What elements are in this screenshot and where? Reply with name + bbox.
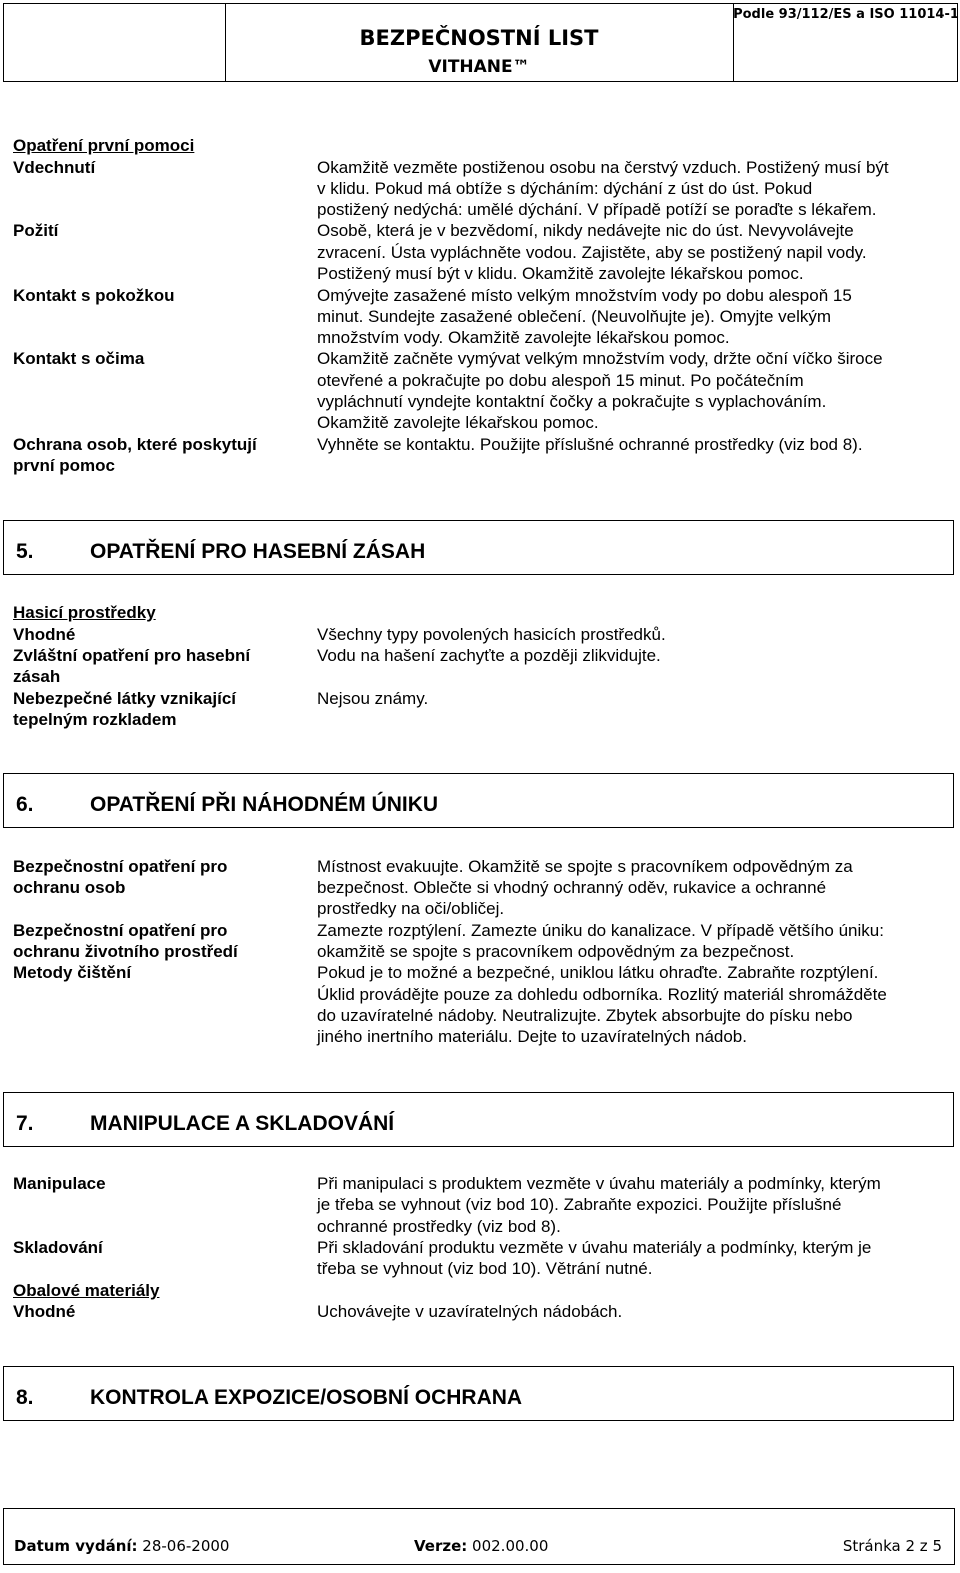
product-name: VITHANE™ [428, 57, 530, 77]
version-label: Verze: [414, 1537, 468, 1555]
extinguishing-media-heading: Hasicí prostředky [13, 603, 156, 622]
section-8-header [3, 1366, 954, 1421]
eye-contact-text-line: vypláchnutí vyndejte kontaktní čočky a pokračujte s vyplachováním. [317, 392, 827, 411]
page-label: Stránka [842, 1537, 901, 1555]
section-title [16, 540, 425, 564]
ingestion-text-line: Osobě, která je v bezvědomí, nikdy nedávejte nic do úst. Nevyvolávejte [317, 221, 854, 240]
ingestion-text-line: zvracení. Ústa vypláchněte vodou. Zajistěte, aby se postižený napil vody. [317, 243, 867, 262]
cleanup-methods-text-line: do uzavíratelné nádoby. Neutralizujte. Zbytek absorbujte do písku nebo [317, 1006, 853, 1025]
section-7-header [3, 1092, 954, 1147]
document-header [3, 3, 958, 82]
section-number: 8. [16, 1386, 34, 1409]
standard-reference: Podle 93/112/ES a ISO 11014-1 [733, 7, 959, 22]
storage-text-line: Při skladování produktu vezměte v úvahu materiály a podmínky, kterým je [317, 1238, 872, 1257]
section-number: 6. [16, 793, 34, 816]
version-value: 002.00.00 [472, 1537, 549, 1555]
issue-date [14, 1537, 229, 1555]
issue-date-label: Datum vydání: [14, 1537, 138, 1555]
packaging-materials-heading: Obalové materiály [13, 1281, 160, 1300]
page-number [843, 1537, 942, 1555]
handling-text-line: Při manipulaci s produktem vezměte v úvahu materiály a podmínky, kterým [317, 1174, 881, 1193]
environmental-precautions-text-line: Zamezte rozptýlení. Zamezte úniku do kanalizace. V případě většího úniku: [317, 921, 884, 940]
section-title [16, 793, 438, 817]
handling-label: Manipulace [13, 1174, 106, 1193]
cleanup-methods-text-line: Pokud je to možné a bezpečné, uniklou látku ohraďte. Zabraňte rozptýlení. [317, 963, 879, 982]
personal-precautions-text-line: bezpečnost. Oblečte si vhodný ochranný oděv, rukavice a ochranné [317, 878, 827, 897]
skin-contact-text-line: Omývejte zasažené místo velkým množstvím vody po dobu alespoň 15 [317, 286, 852, 305]
hazardous-products-text: Nejsou známy. [317, 689, 429, 708]
section-title-text: OPATŘENÍ PŘI NÁHODNÉM ÚNIKU [90, 793, 439, 816]
special-measures-label: Zvláštní opatření pro hasební [13, 646, 251, 665]
special-measures-text: Vodu na hašení zachyťte a později zlikvidujte. [317, 646, 661, 665]
storage-label: Skladování [13, 1238, 103, 1257]
first-aider-protection-label: první pomoc [13, 456, 116, 475]
ingestion-text-line: Postižený musí být v klidu. Okamžitě zavolejte lékařskou pomoc. [317, 264, 804, 283]
section-title [16, 1386, 522, 1410]
environmental-precautions-label: Bezpečnostní opatření pro [13, 921, 228, 940]
handling-text-line: je třeba se vyhnout (viz bod 10). Zabraňte expozici. Použijte příslušné [317, 1195, 842, 1214]
section-title-text: MANIPULACE A SKLADOVÁNÍ [90, 1112, 395, 1135]
personal-precautions-label: Bezpečnostní opatření pro [13, 857, 228, 876]
skin-contact-label: Kontakt s pokožkou [13, 286, 175, 305]
cleanup-methods-label: Metody čištění [13, 963, 132, 982]
personal-precautions-text-line: prostředky na oči/obličej. [317, 899, 505, 918]
section-title-text: OPATŘENÍ PRO HASEBNÍ ZÁSAH [90, 540, 426, 563]
suitable-media-label: Vhodné [13, 625, 76, 644]
issue-date-value: 28-06-2000 [142, 1537, 230, 1555]
section-number: 5. [16, 540, 34, 563]
section-title [16, 1112, 394, 1136]
section-number: 7. [16, 1112, 34, 1135]
personal-precautions-text-line: Místnost evakuujte. Okamžitě se spojte s pracovníkem odpovědným za [317, 857, 853, 876]
document-title: BEZPEČNOSTNÍ LIST [359, 26, 599, 50]
inhalation-label: Vdechnutí [13, 158, 96, 177]
hazardous-products-label: tepelným rozkladem [13, 710, 177, 729]
inhalation-text-line: Okamžitě vezměte postiženou osobu na čerstvý vzduch. Postižený musí být [317, 158, 889, 177]
skin-contact-text-line: minut. Sundejte zasažené oblečení. (Neuvolňujte je). Omyjte velkým [317, 307, 832, 326]
hazardous-products-label: Nebezpečné látky vznikající [13, 689, 236, 708]
first-aider-protection-text: Vyhněte se kontaktu. Použijte příslušné ochranné prostředky (viz bod 8). [317, 435, 863, 454]
inhalation-text-line: v klidu. Pokud má obtíže s dýcháním: dýchání z úst do úst. Pokud [317, 179, 813, 198]
handling-text-line: ochranné prostředky (viz bod 8). [317, 1217, 561, 1236]
section-5-header [3, 520, 954, 575]
first-aider-protection-label: Ochrana osob, které poskytují [13, 435, 257, 454]
eye-contact-label: Kontakt s očima [13, 349, 145, 368]
document-footer [3, 1508, 955, 1565]
eye-contact-text-line: Okamžitě začněte vymývat velkým množstvím vody, držte oční víčko široce [317, 349, 883, 368]
section-title-text: KONTROLA EXPOZICE/OSOBNÍ OCHRANA [90, 1386, 523, 1409]
ingestion-label: Požití [13, 221, 59, 240]
cleanup-methods-text-line: jiného inertního materiálu. Dejte to uzavíratelných nádob. [317, 1027, 747, 1046]
personal-precautions-label: ochranu osob [13, 878, 126, 897]
packaging-text: Uchovávejte v uzavíratelných nádobách. [317, 1302, 623, 1321]
version [414, 1537, 548, 1555]
eye-contact-text-line: Okamžitě zavolejte lékařskou pomoc. [317, 413, 599, 432]
skin-contact-text-line: množstvím vody. Okamžitě zavolejte lékařskou pomoc. [317, 328, 730, 347]
inhalation-text-line: postižený nedýchá: umělé dýchání. V případě potíží se poraďte s lékařem. [317, 200, 877, 219]
storage-text-line: třeba se vyhnout (viz bod 10). Větrání nutné. [317, 1259, 653, 1278]
suitable-media-text: Všechny typy povolených hasicích prostředků. [317, 625, 666, 644]
cleanup-methods-text-line: Úklid provádějte pouze za dohledu odborníka. Rozlitý materiál shromážděte [317, 985, 887, 1004]
eye-contact-text-line: otevřené a pokračujte po dobu alespoň 15 minut. Po počátečním [317, 371, 804, 390]
packaging-suitable-label: Vhodné [13, 1302, 76, 1321]
environmental-precautions-text-line: okamžitě se spojte s pracovníkem odpovědným za bezpečnost. [317, 942, 795, 961]
first-aid-heading: Opatření první pomoci [13, 136, 195, 155]
section-6-header [3, 773, 954, 828]
special-measures-label: zásah [13, 667, 61, 686]
environmental-precautions-label: ochranu životního prostředí [13, 942, 238, 961]
page-value: 2 z 5 [905, 1537, 942, 1555]
